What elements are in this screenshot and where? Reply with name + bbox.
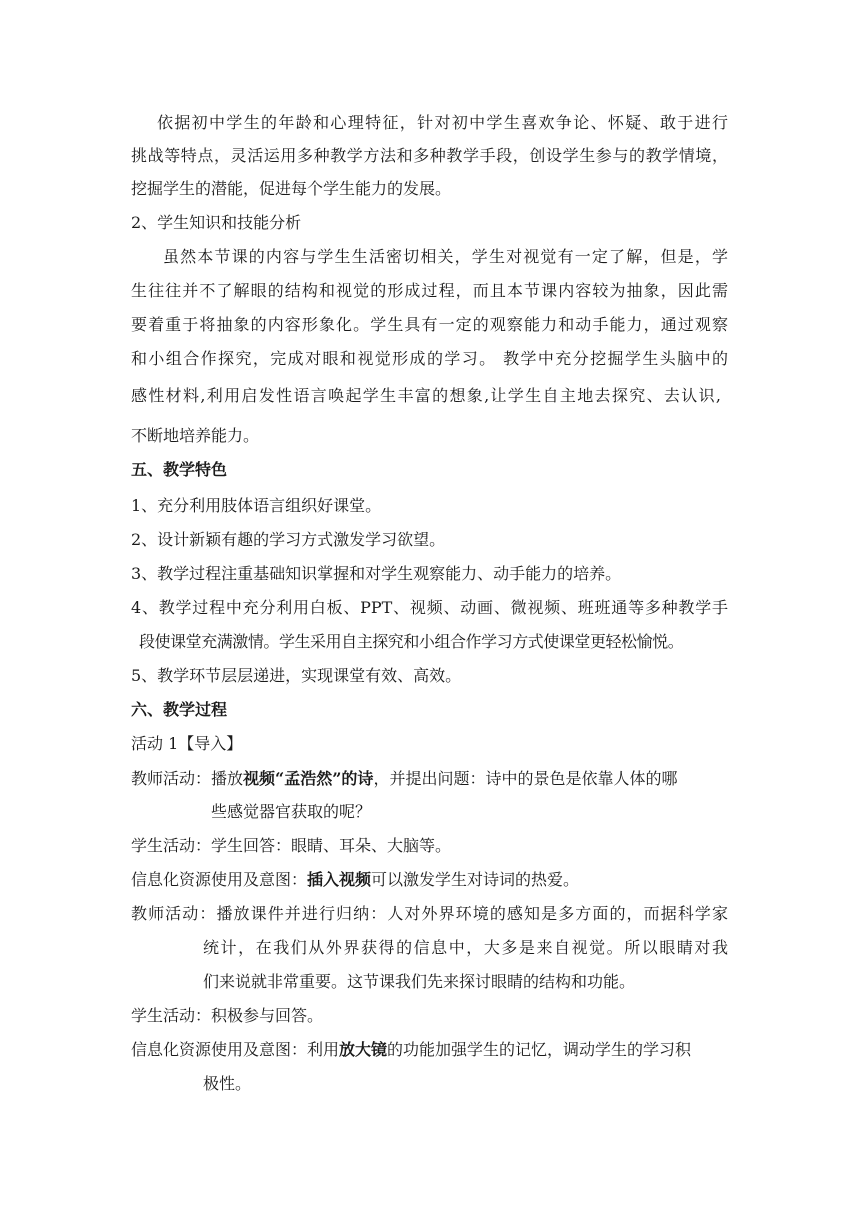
- feature-item-1: 1、充分利用肢体语言组织好课堂。: [131, 496, 382, 515]
- teacher-activity-1-bold: 视频“孟浩然”的诗: [243, 769, 374, 788]
- section-heading-features: 五、教学特色: [131, 460, 228, 479]
- section-heading-process: 六、教学过程: [131, 700, 228, 719]
- teacher-activity-1-prefix: 教师活动：播放: [131, 769, 244, 788]
- info-resource-2-suffix: 的功能加强学生的记忆，调动学生的学习积: [387, 1040, 692, 1059]
- para2-line5: 感性材料,利用启发性语言唤起学生丰富的想象,让学生自主地去探究、去认识,: [131, 386, 721, 405]
- feature-item-4-line1: 4、教学过程中充分利用白板、PPT、视频、动画、微视频、班班通等多种教学手: [131, 598, 728, 617]
- para1-line1: 依据初中学生的年龄和心理特征，针对初中学生喜欢争论、怀疑、敢于进行: [157, 113, 728, 132]
- para2-line3: 要着重于将抽象的内容形象化。学生具有一定的观察能力和动手能力，通过观察: [131, 315, 728, 334]
- student-activity-2: 学生活动：积极参与回答。: [131, 1006, 324, 1025]
- teacher-activity-1-line1: [131, 768, 677, 790]
- info-resource-1-suffix: 可以激发学生对诗词的热爱。: [371, 870, 580, 889]
- info-resource-2-prefix: 信息化资源使用及意图：利用: [131, 1040, 340, 1059]
- para2-line6: 不断地培养能力。: [131, 426, 260, 445]
- student-activity-1: 学生活动：学生回答：眼睛、耳朵、大脑等。: [131, 836, 452, 855]
- info-resource-1-bold: 插入视频: [307, 870, 372, 889]
- para1-line3: 挖掘学生的潜能，促进每个学生能力的发展。: [131, 179, 452, 198]
- info-resource-2-bold: 放大镜: [339, 1040, 388, 1059]
- feature-item-4-line2: 段使课堂充满激情。学生采用自主探究和小组合作学习方式使课堂更轻松愉悦。: [139, 632, 684, 651]
- info-resource-2-line2: 极性。: [203, 1074, 252, 1093]
- info-resource-1: [131, 869, 579, 891]
- feature-item-5: 5、教学环节层层递进，实现课堂有效、高效。: [131, 666, 462, 685]
- activity-title: 活动 1【导入】: [131, 734, 243, 753]
- teacher-activity-2-line2: 统计，在我们从外界获得的信息中，大多是来自视觉。所以眼睛对我: [203, 938, 728, 957]
- feature-item-2: 2、设计新颖有趣的学习方式激发学习欲望。: [131, 530, 446, 549]
- teacher-activity-2-line3: 们来说就非常重要。这节课我们先来探讨眼睛的结构和功能。: [203, 972, 636, 991]
- info-resource-2-line1: [131, 1039, 691, 1061]
- info-resource-1-prefix: 信息化资源使用及意图：: [131, 870, 308, 889]
- para1-line2: 挑战等特点，灵活运用多种教学方法和多种教学手段，创设学生参与的教学情境，: [131, 146, 728, 165]
- teacher-activity-2-line1: 教师活动：播放课件并进行归纳：人对外界环境的感知是多方面的，而据科学家: [131, 904, 728, 923]
- teacher-activity-1-line2: 些感觉器官获取的呢？: [211, 802, 372, 821]
- teacher-activity-1-suffix: ，并提出问题：诗中的景色是依靠人体的哪: [373, 769, 678, 788]
- para2-line2: 生往往并不了解眼的结构和视觉的形成过程，而且本节课内容较为抽象，因此需: [131, 281, 728, 300]
- subsection-title: 2、学生知识和技能分析: [131, 213, 302, 232]
- para2-line1: 虽然本节课的内容与学生生活密切相关，学生对视觉有一定了解，但是，学: [163, 247, 728, 266]
- feature-item-3: 3、教学过程注重基础知识掌握和对学生观察能力、动手能力的培养。: [131, 564, 622, 583]
- para2-line4: 和小组合作探究，完成对眼和视觉形成的学习。 教学中充分挖掘学生头脑中的: [131, 349, 728, 368]
